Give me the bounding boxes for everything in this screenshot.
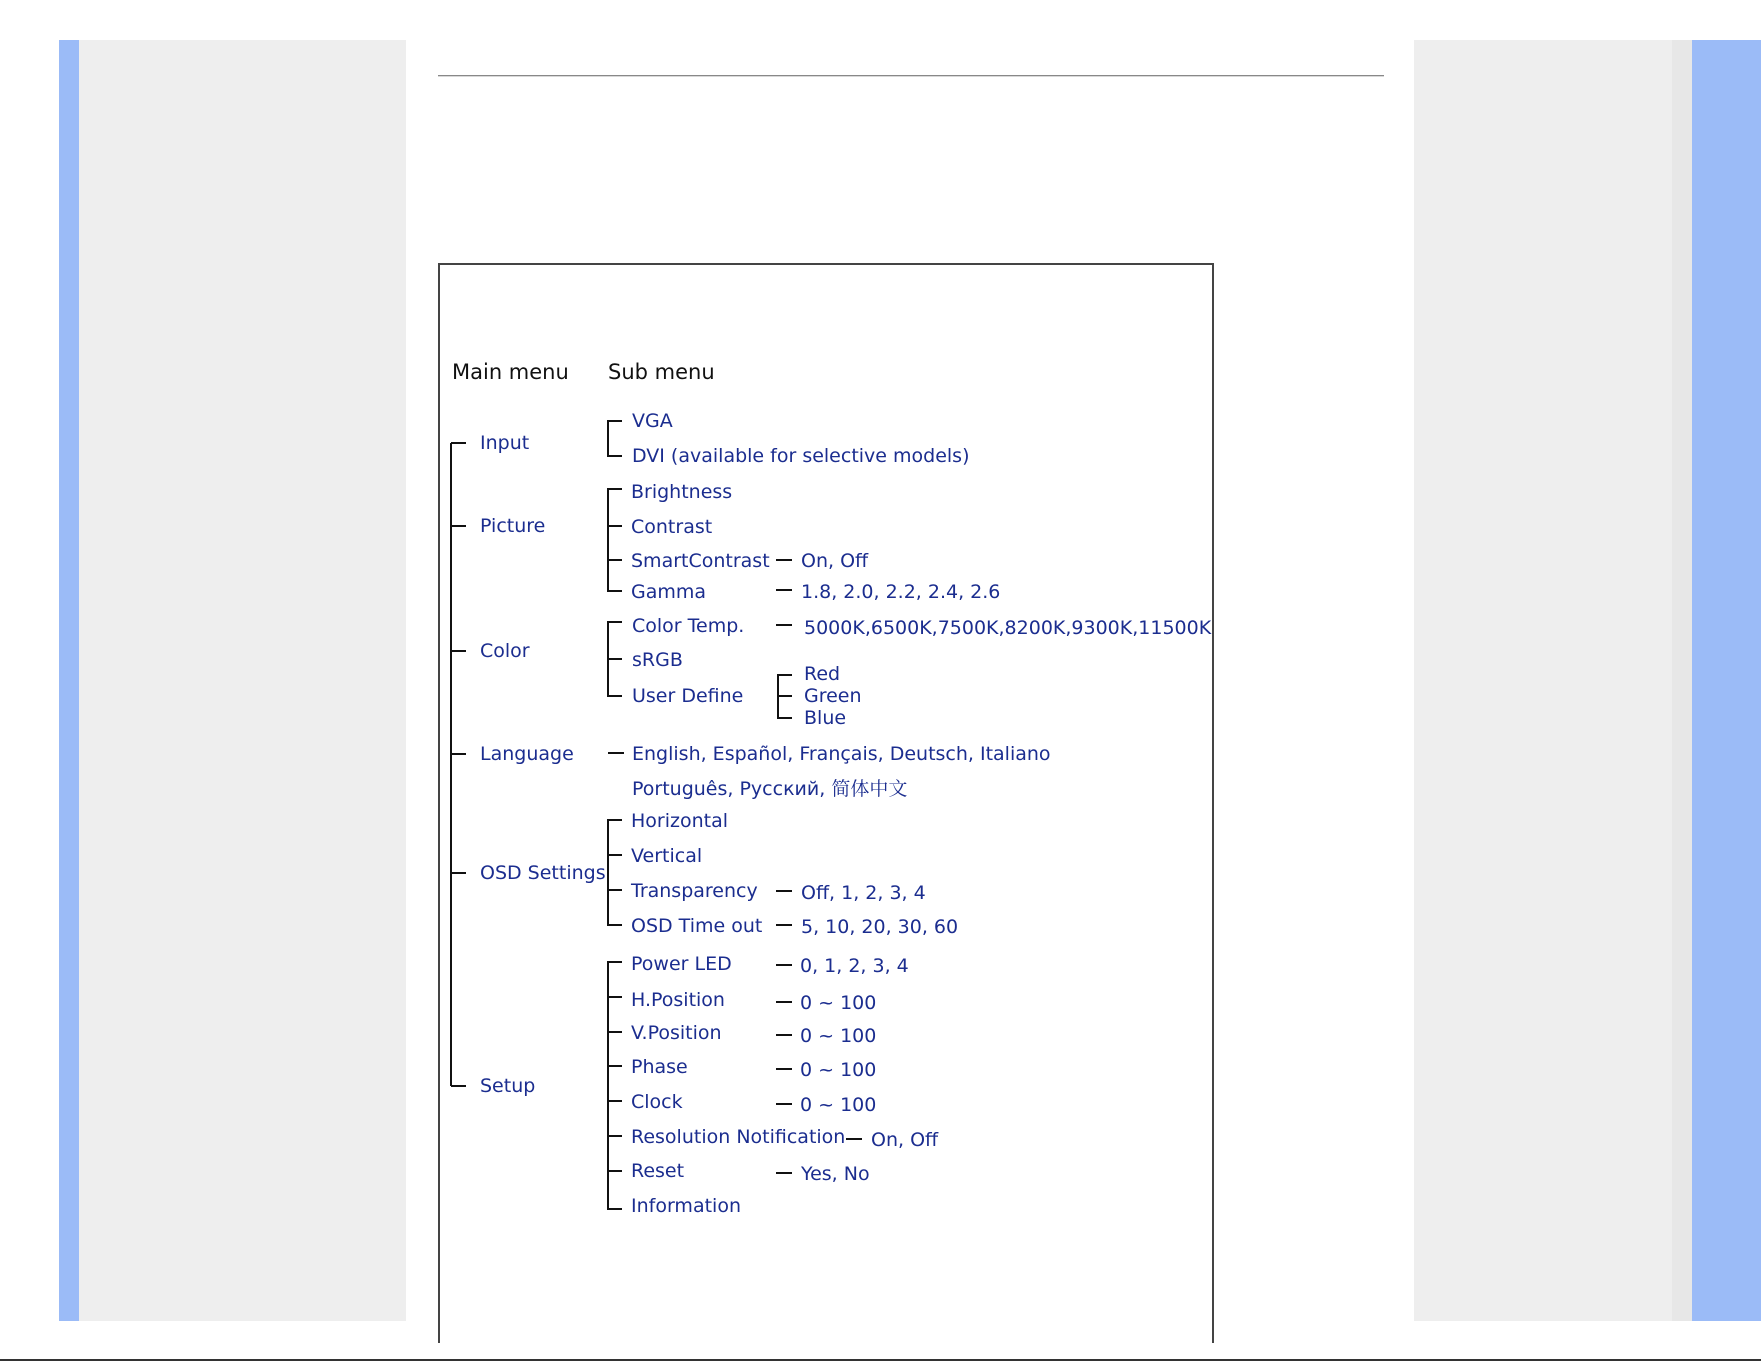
phase-values: 0 ~ 100: [800, 1059, 877, 1081]
h-position-values: 0 ~ 100: [800, 992, 877, 1014]
submenu-brightness: Brightness: [631, 481, 733, 503]
main-menu-header: Main menu: [452, 360, 569, 384]
sub-menu-header: Sub menu: [608, 360, 715, 384]
language-values-line2: Português, Русский, 简体中文: [632, 778, 908, 800]
input-submenu-connectors: [608, 421, 622, 456]
osd-time-out-values: 5, 10, 20, 30, 60: [801, 916, 959, 938]
gamma-values: 1.8, 2.0, 2.2, 2.4, 2.6: [801, 581, 1001, 603]
user-define-blue: Blue: [804, 707, 847, 729]
submenu-osd-time-out: OSD Time out: [631, 915, 763, 937]
main-menu-connectors: [451, 443, 466, 1086]
submenu-vertical: Vertical: [631, 845, 703, 867]
submenu-resolution-notification: Resolution Notification: [631, 1126, 846, 1148]
user-define-red: Red: [804, 663, 841, 685]
user-define-green: Green: [804, 685, 862, 707]
submenu-reset: Reset: [631, 1160, 685, 1182]
picture-submenu-connectors: [608, 489, 792, 591]
power-led-values: 0, 1, 2, 3, 4: [800, 955, 909, 977]
clock-values: 0 ~ 100: [800, 1094, 877, 1116]
main-menu-language: Language: [480, 743, 574, 765]
submenu-vga: VGA: [632, 410, 673, 432]
smartcontrast-values: On, Off: [801, 550, 869, 572]
submenu-clock: Clock: [631, 1091, 683, 1113]
submenu-horizontal: Horizontal: [631, 810, 729, 832]
submenu-contrast: Contrast: [631, 516, 713, 538]
submenu-transparency: Transparency: [631, 880, 758, 902]
v-position-values: 0 ~ 100: [800, 1025, 877, 1047]
submenu-phase: Phase: [631, 1056, 688, 1078]
submenu-dvi: DVI (available for selective models): [632, 445, 970, 467]
submenu-srgb: sRGB: [632, 649, 683, 671]
reset-values: Yes, No: [801, 1163, 870, 1185]
submenu-smartcontrast: SmartContrast: [631, 550, 770, 572]
color-temp-values: 5000K,6500K,7500K,8200K,9300K,11500K: [804, 617, 1212, 639]
resolution-notification-values: On, Off: [871, 1129, 939, 1151]
submenu-h-position: H.Position: [631, 989, 725, 1011]
language-values-line1: English, Español, Français, Deutsch, Italiano: [632, 743, 1051, 765]
main-menu-osd-settings: OSD Settings: [480, 862, 606, 884]
submenu-v-position: V.Position: [631, 1022, 722, 1044]
main-menu-setup: Setup: [480, 1075, 536, 1097]
main-menu-picture: Picture: [480, 515, 546, 537]
transparency-values: Off, 1, 2, 3, 4: [801, 882, 926, 904]
main-menu-color: Color: [480, 640, 530, 662]
osd-submenu-connectors: [608, 820, 792, 925]
main-menu-input: Input: [480, 432, 530, 454]
submenu-color-temp: Color Temp.: [632, 615, 745, 637]
submenu-power-led: Power LED: [631, 953, 732, 975]
submenu-gamma: Gamma: [631, 581, 707, 603]
submenu-user-define: User Define: [632, 685, 744, 707]
submenu-information: Information: [631, 1195, 741, 1217]
